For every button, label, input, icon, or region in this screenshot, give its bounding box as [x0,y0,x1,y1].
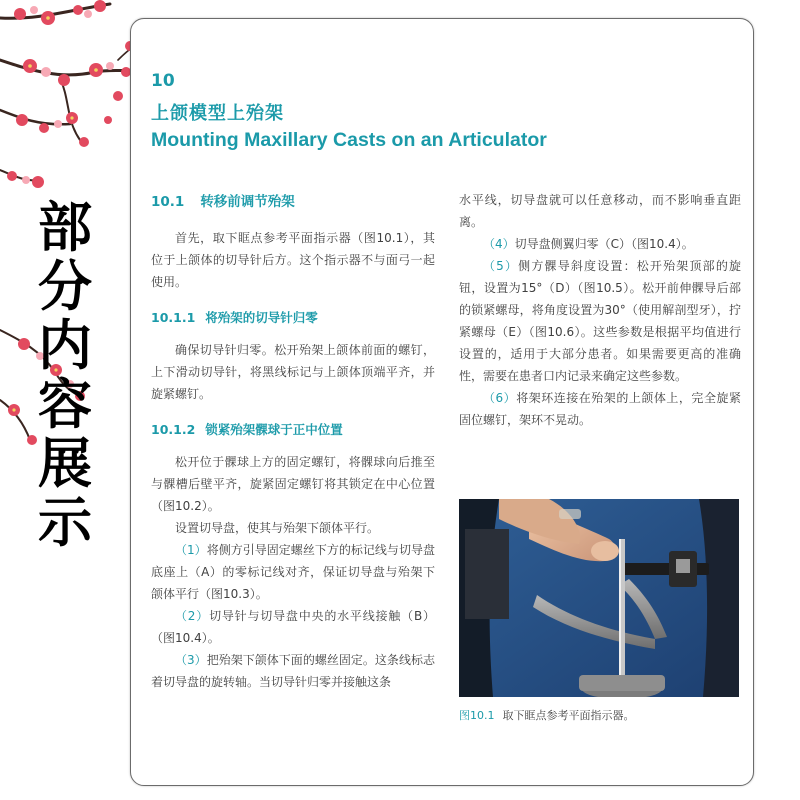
step-marker: （3） [175,653,207,667]
section-number: 10.1.1 [151,310,196,325]
step-text: 侧方髁导斜度设置：松开殆架顶部的旋钮，设置为15°（D）（图10.5）。松开前伸髁导后部的锁紧螺母，将角度设置为30°（使用解剖型牙），拧紧螺母（E）（图10.6）。这些参数是根据平均值进行设置的，适用于大部分患者。如果需要更高的准确性，需要在患者口内记录来确定这些参数。 [459,259,741,383]
side-banner-char: 分 [38,255,92,318]
paragraph: 确保切导针归零。松开殆架上颌体前面的螺钉，上下滑动切导针，将黑线标记与上颌体顶端平齐，并旋紧螺钉。 [151,343,435,401]
chapter-title-en: Mounting Maxillary Casts on an Articulator [151,129,547,151]
side-banner-char: 部 [38,196,92,259]
list-item [459,255,741,387]
figure-number: 图10.1 [459,709,495,722]
section-heading-10-1 [151,191,435,213]
step-marker: （6） [483,391,517,405]
chapter-number: 10 [151,71,175,91]
section-number: 10.1 [151,194,185,210]
section-title: 将殆架的切导针归零 [205,310,318,325]
paragraph: 松开位于髁球上方的固定螺钉，将髁球向后推至与髁槽后壁平齐，旋紧固定螺钉将其锁定在中心位置（图10.2）。 [151,455,435,513]
list-item [151,649,435,693]
step-marker: （1） [175,543,207,557]
section-heading-10-1-2 [151,419,435,441]
paragraph: 首先，取下眶点参考平面指示器（图10.1），其位于上颌体的切导针后方。这个指示器不与面弓一起使用。 [151,231,435,289]
section-number: 10.1.2 [151,422,196,437]
step-text: 切导针与切导盘中央的水平线接触（B）（图10.4）。 [151,609,436,645]
side-banner [22,198,108,552]
list-item [151,605,435,649]
section-heading-10-1-1 [151,307,435,329]
book-page [130,18,754,786]
left-column [151,191,435,693]
step-marker: （5） [483,259,519,273]
side-banner-char: 内 [38,314,92,377]
step-marker: （2） [175,609,210,623]
side-banner-char: 示 [38,491,92,554]
figure-photo [459,499,739,697]
figure-caption [459,707,635,723]
chapter-title-cn: 上颌模型上殆架 [151,103,284,124]
articulator-photo [459,499,739,697]
figure-caption-text: 取下眶点参考平面指示器。 [502,709,635,722]
step-text: 把殆架下颌体下面的螺丝固定。这条线标志着切导盘的旋转轴。当切导针归零并接触这条 [151,653,435,689]
side-banner-char: 容 [38,373,92,436]
section-title: 转移前调节殆架 [200,194,295,210]
list-item [459,387,741,431]
list-item [151,539,435,605]
step-marker: （4） [483,237,515,251]
step-text: 将架环连接在殆架的上颌体上，完全旋紧固位螺钉，架环不晃动。 [459,391,741,427]
paragraph: 设置切导盘，使其与殆架下颌体平行。 [175,521,380,535]
paragraph: 水平线，切导盘就可以任意移动，而不影响垂直距离。 [459,193,741,229]
list-item [459,233,741,255]
step-text: 将侧方引导固定螺丝下方的标记线与切导盘底座上（A）的零标记线对齐，保证切导盘与殆架下颌体平行（图10.3）。 [151,543,435,601]
side-banner-char: 展 [38,432,92,495]
right-column [459,189,741,431]
section-title: 锁紧殆架髁球于正中位置 [205,422,343,437]
step-text: 切导盘侧翼归零（C）（图10.4）。 [514,237,694,251]
